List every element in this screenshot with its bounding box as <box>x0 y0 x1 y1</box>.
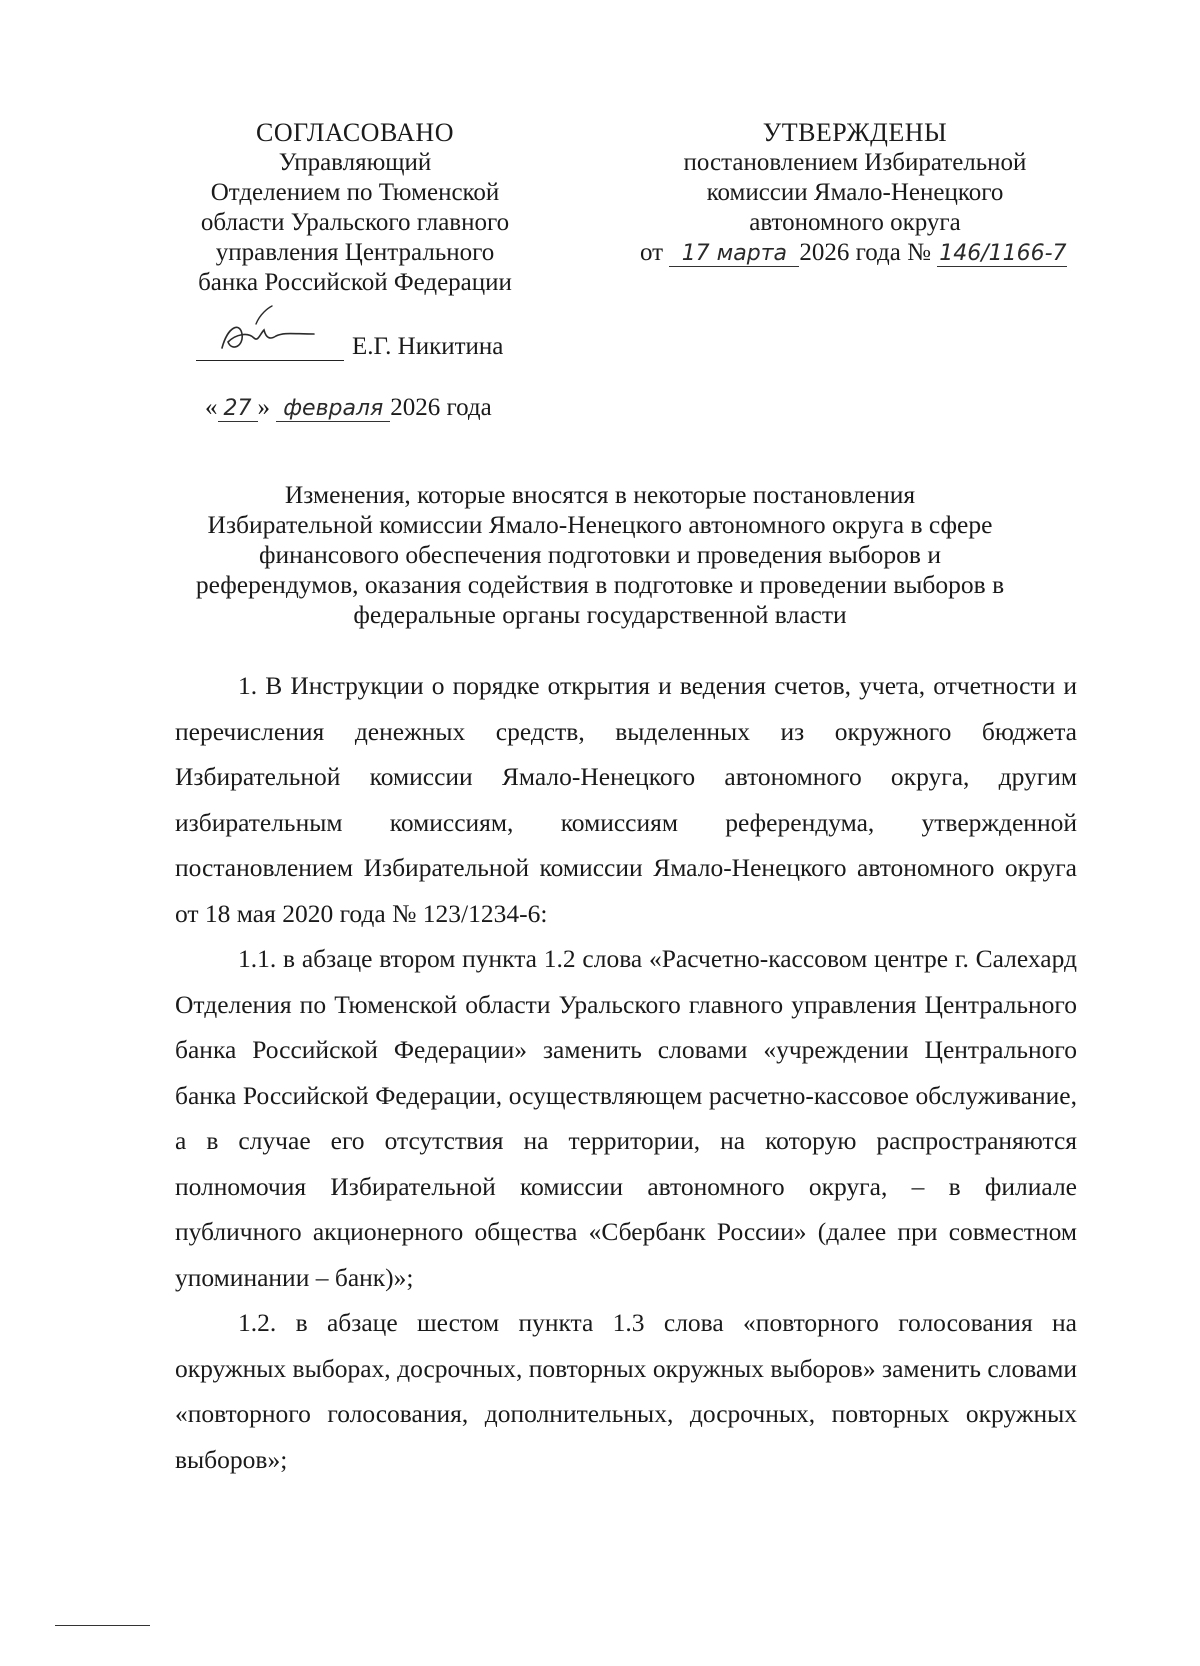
approved-date <box>640 239 1067 267</box>
approved-line: комиссии Ямало-Ненецкого <box>706 179 1004 206</box>
agreed-line: Управляющий <box>278 149 432 176</box>
approved-date-handwritten: 17 марта <box>669 241 799 267</box>
paragraph: 1. В Инструкции о порядке открытия и ведения счетов, учета, отчетности и перечисления денежных средств, выделенных из окружного бюджета Избирательной комиссии Ямало-Ненецкого автономного округа, другим избирательным комиссиям, комиссиям референдума, утвержденной постановлением Избирательной комиссии Ямало-Ненецкого автономного округа от 18 мая 2020 года № 123/1234-6: <box>175 671 1077 928</box>
footnote-separator <box>55 1625 150 1626</box>
agreed-line: управления Центрального <box>215 239 495 266</box>
title-line: референдумов, оказания содействия в подготовке и проведении выборов в <box>195 570 1005 599</box>
agreed-date <box>205 394 492 422</box>
agreed-line: банка Российской Федерации <box>198 269 512 296</box>
approved-date-year: 2026 года № <box>799 239 931 266</box>
date-day-handwritten: 27 <box>218 396 258 422</box>
date-year: 2026 года <box>390 394 492 421</box>
approved-title: УТВЕРЖДЕНЫ <box>762 118 948 147</box>
agreed-line: Отделением по Тюменской <box>210 179 500 206</box>
title-line: федеральные органы государственной власти <box>353 600 847 629</box>
document-body <box>175 663 1077 1482</box>
handwritten-signature <box>214 304 334 364</box>
resolution-number-handwritten: 146/1166-7 <box>939 241 1067 266</box>
date-month-handwritten: февраля <box>276 396 390 422</box>
paragraph: 1.1. в абзаце втором пункта 1.2 слова «Расчетно-кассовом центре г. Салехард Отделения по Тюменской области Уральского главного управления Центрального банка Российской Федерации» заменить словами «учреждении Центрального банка Российской Федерации, осуществляющем расчетно-кассовое обслуживание, а в случае его отсутствия на территории, на которую распространяются полномочия Избирательной комиссии автономного округа, – в филиале публичного акционерного общества «Сбербанк России» (далее при совместном упоминании – банк)»; <box>175 944 1077 1292</box>
date-quote-close: » <box>257 394 270 421</box>
signature-blank <box>196 334 344 361</box>
approval-block-approved <box>630 118 1080 238</box>
signature-row <box>196 333 503 361</box>
signer-name: Е.Г. Никитина <box>352 333 504 360</box>
approved-line: постановлением Избирательной <box>683 149 1027 176</box>
agreed-title: СОГЛАСОВАНО <box>256 118 454 147</box>
approval-block-agreed <box>175 118 535 298</box>
title-line: Избирательной комиссии Ямало-Ненецкого автономного округа в сфере <box>207 510 993 539</box>
date-prefix: от <box>640 239 664 266</box>
approved-line: автономного округа <box>749 209 961 236</box>
paragraph: 1.2. в абзаце шестом пункта 1.3 слова «повторного голосования на окружных выборах, досрочных, повторных окружных выборов» заменить словами «повторного голосования, дополнительных, досрочных, повторных окружных выборов»; <box>175 1308 1077 1474</box>
date-quote-open: « <box>205 394 218 421</box>
title-line: финансового обеспечения подготовки и проведения выборов и <box>258 540 941 569</box>
title-line: Изменения, которые вносятся в некоторые постановления <box>284 480 916 509</box>
agreed-line: области Уральского главного <box>200 209 510 236</box>
document-title <box>150 480 1050 630</box>
